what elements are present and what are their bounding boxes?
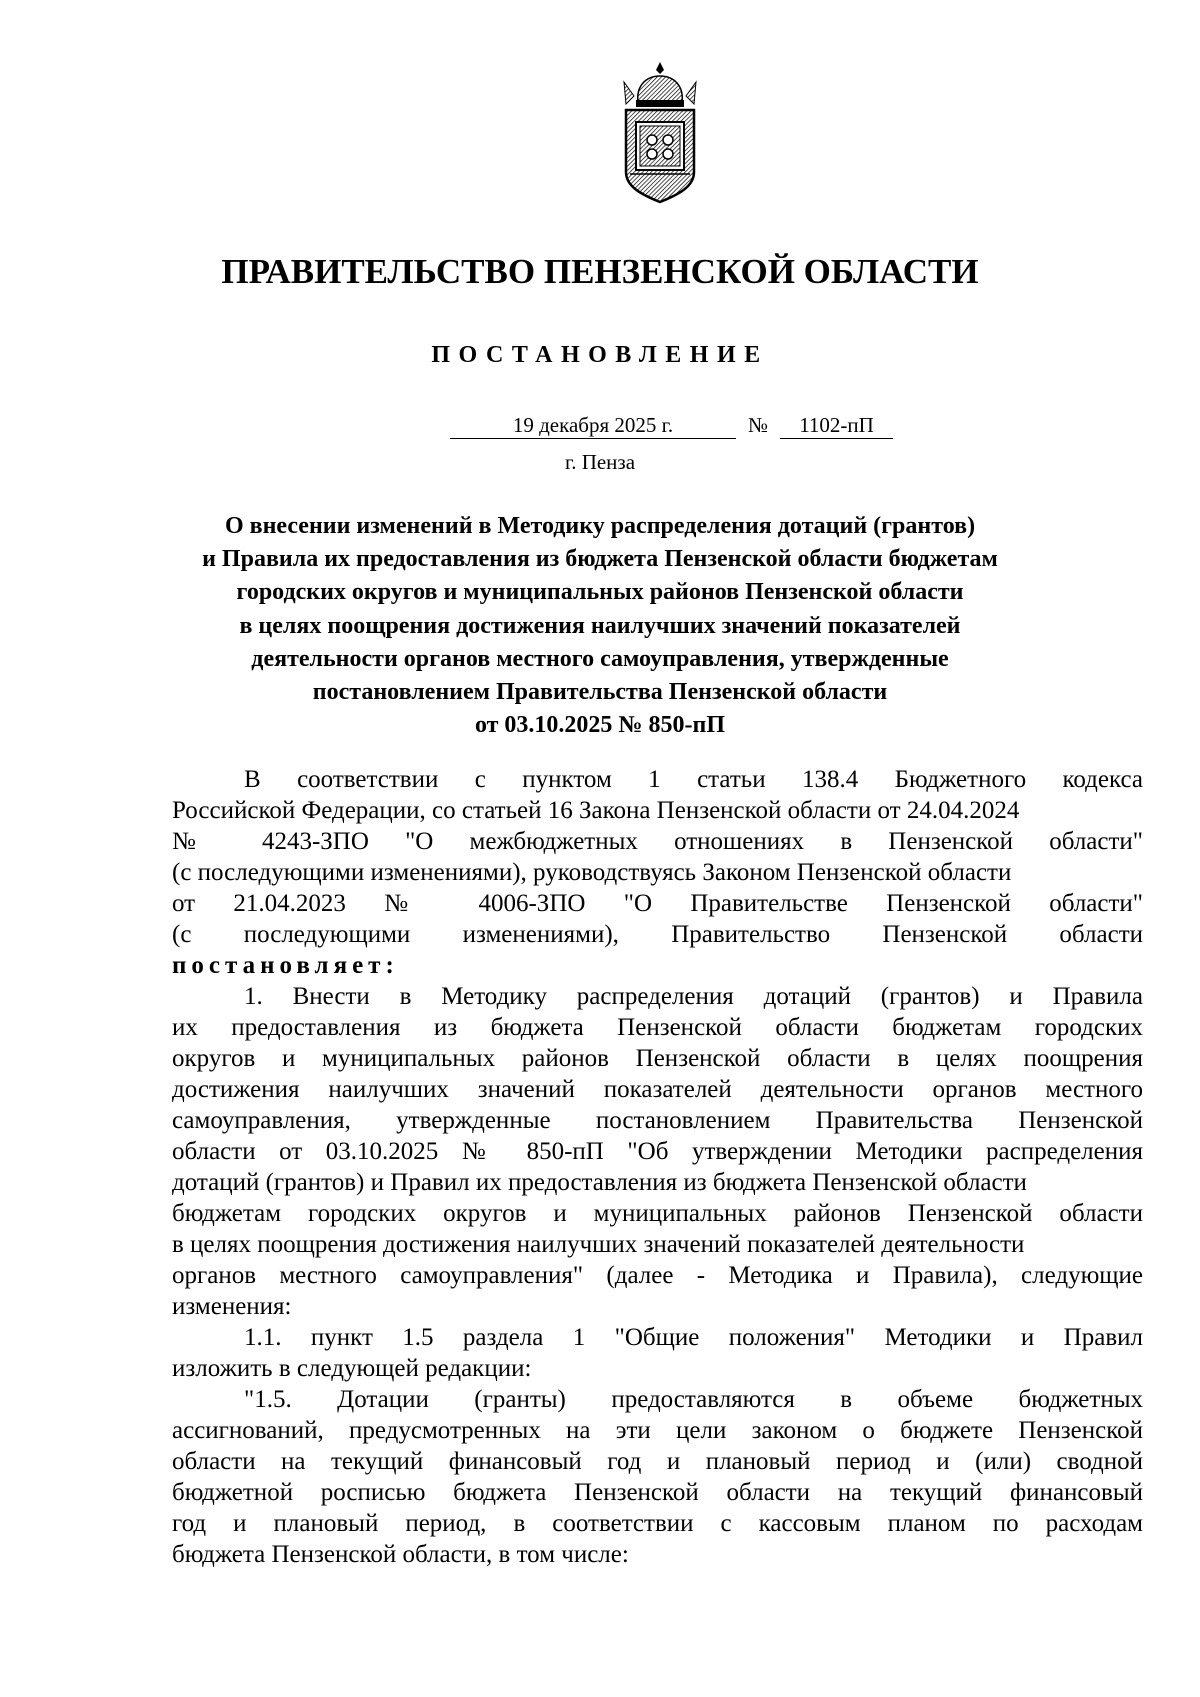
body-line: 1.1. пункт 1.5 раздела 1 "Общие положения" Методики и Правил xyxy=(244,1324,1143,1351)
body-line: год и плановый период, в соответствии с кассовым планом по расходам xyxy=(172,1510,1143,1537)
body-line: достижения наилучших значений показателей деятельности органов местного xyxy=(172,1076,1143,1103)
document-number: 1102-пП xyxy=(780,412,893,439)
body-line: в целях поощрения достижения наилучших значений показателей деятельности xyxy=(172,1231,1025,1258)
body-line: (с последующими изменениями), руководствуясь Законом Пензенской области xyxy=(172,859,1012,886)
body-line: самоуправления, утвержденные постановлением Правительства Пензенской xyxy=(172,1107,1143,1134)
body-line: бюджетам городских округов и муниципальных районов Пензенской области xyxy=(172,1200,1143,1227)
document-subject xyxy=(150,510,1050,742)
number-sign: № xyxy=(747,413,769,437)
resolution-keyword: постановляет: xyxy=(172,952,399,979)
government-title: ПРАВИТЕЛЬСТВО ПЕНЗЕНСКОЙ ОБЛАСТИ xyxy=(221,252,979,291)
body-line: органов местного самоуправления" (далее - Методика и Правила), следующие xyxy=(172,1262,1143,1289)
body-line: № 4243-ЗПО "О межбюджетных отношениях в Пензенской области" xyxy=(172,828,1143,855)
document-date: 19 декабря 2025 г. xyxy=(450,412,736,439)
body-line: изменения: xyxy=(172,1293,292,1320)
city: г. Пенза xyxy=(564,450,636,474)
body-line: их предоставления из бюджета Пензенской области бюджетам городских xyxy=(172,1014,1143,1041)
body-line: изложить в следующей редакции: xyxy=(172,1355,532,1382)
body-line: В соответствии с пунктом 1 статьи 138.4 Бюджетного кодекса xyxy=(244,766,1143,793)
body-line: 1. Внести в Методику распределения дотаций (грантов) и Правила xyxy=(244,983,1143,1010)
body-line: бюджетной росписью бюджета Пензенской области на текущий финансовый xyxy=(172,1479,1143,1506)
body-line: Российской Федерации, со статьей 16 Закона Пензенской области от 24.04.2024 xyxy=(172,797,1020,824)
body-line: ассигнований, предусмотренных на эти цели законом о бюджете Пензенской xyxy=(172,1417,1143,1444)
subject-line: постановлением Правительства Пензенской области xyxy=(312,679,888,706)
subject-line: О внесении изменений в Методику распределения дотаций (грантов) xyxy=(224,513,976,539)
body-line: области на текущий финансовый год и плановый период и (или) сводной xyxy=(172,1448,1143,1475)
coat-of-arms-icon xyxy=(610,60,710,206)
body-line: "1.5. Дотации (гранты) предоставляются в объеме бюджетных xyxy=(244,1386,1143,1413)
subject-line: в целях поощрения достижения наилучших значений показателей xyxy=(239,612,961,639)
body-line: области от 03.10.2025 № 850-пП "Об утверждении Методики распределения xyxy=(172,1138,1143,1165)
subject-line: от 03.10.2025 № 850-пП xyxy=(474,712,726,739)
body-line: дотаций (грантов) и Правил их предоставления из бюджета Пензенской области xyxy=(172,1169,1027,1196)
subject-line: городских округов и муниципальных районов Пензенской области xyxy=(236,579,964,606)
body-line: от 21.04.2023 № 4006-ЗПО "О Правительстве Пензенской области" xyxy=(172,890,1143,917)
body-line: (с последующими изменениями), Правительство Пензенской области xyxy=(172,921,1143,948)
body-line: округов и муниципальных районов Пензенской области в целях поощрения xyxy=(172,1045,1143,1072)
document-body xyxy=(172,764,1143,1570)
body-line: бюджета Пензенской области, в том числе: xyxy=(172,1541,629,1568)
document-type: ПОСТАНОВЛЕНИЕ xyxy=(431,342,769,368)
subject-line: деятельности органов местного самоуправления, утвержденные xyxy=(251,645,949,672)
subject-line: и Правила их предоставления из бюджета Пензенской области бюджетам xyxy=(202,546,998,573)
